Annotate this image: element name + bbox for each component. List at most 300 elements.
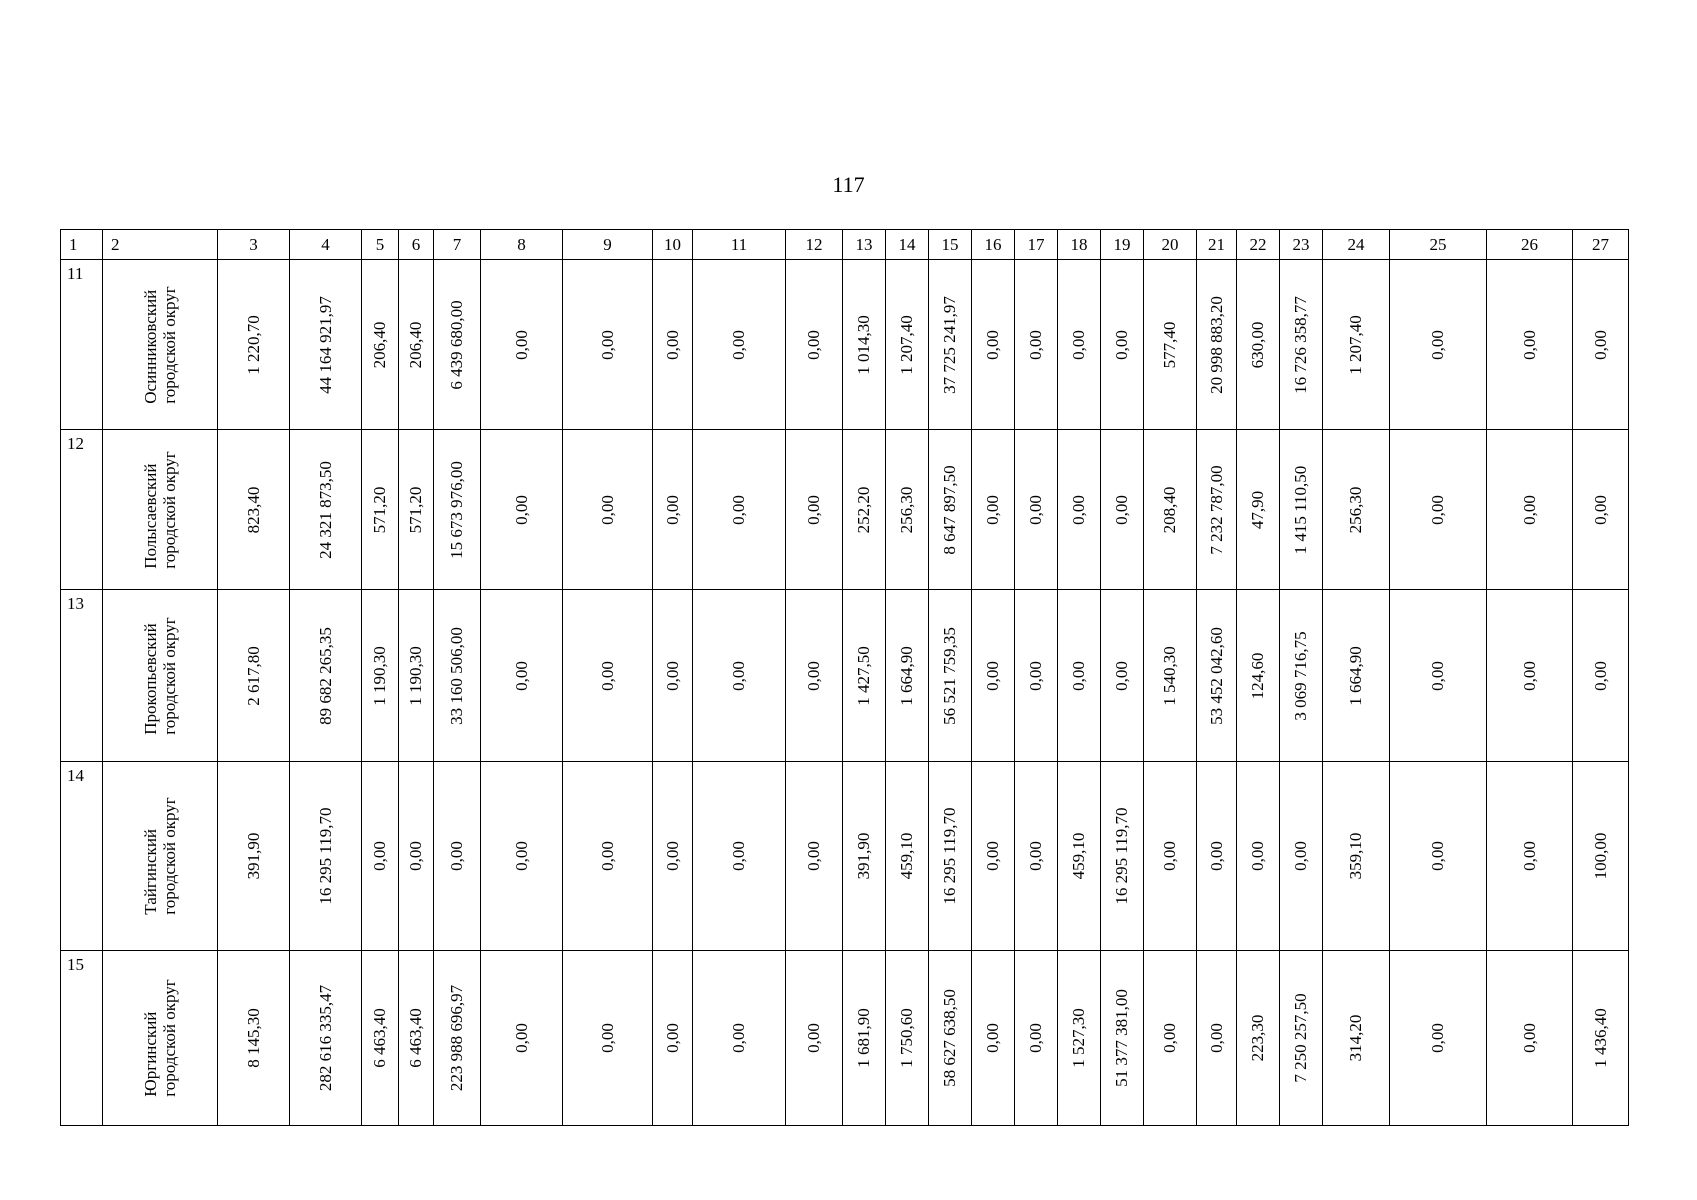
table-cell: [1101, 260, 1144, 430]
table-cell: [290, 951, 362, 1126]
table-cell: [929, 590, 972, 762]
cell-value: 0,00: [1428, 841, 1447, 871]
row-number: 12: [61, 430, 103, 590]
municipality-name: [141, 617, 179, 735]
cell-value: 16 726 358,77: [1291, 295, 1310, 394]
cell-value: 0,00: [1112, 660, 1131, 691]
table-cell: [362, 430, 399, 590]
cell-value: 16 295 119,70: [315, 807, 335, 905]
table-cell: [886, 430, 929, 590]
table-cell: [434, 762, 481, 951]
cell-value: 0,00: [983, 841, 1002, 871]
municipality-cell: [103, 762, 218, 951]
table-cell: [563, 430, 653, 590]
cell-value: 7 232 787,00: [1206, 464, 1226, 555]
municipality-name-line1: Осинниковский: [141, 289, 160, 404]
municipality-name-line1: Юргинский: [141, 1011, 160, 1097]
municipality-name-line2: городской округ: [160, 285, 179, 404]
column-header: 5: [362, 230, 399, 260]
table-cell: [563, 590, 653, 762]
table-cell: [929, 430, 972, 590]
cell-value: 47,90: [1248, 490, 1267, 529]
cell-value: 2 617,80: [243, 645, 263, 706]
table-cell: [290, 430, 362, 590]
column-header: 21: [1197, 230, 1237, 260]
cell-value: 823,40: [243, 486, 263, 533]
table-cell: [972, 590, 1015, 762]
table-cell: [929, 951, 972, 1126]
column-header: 10: [653, 230, 693, 260]
cell-value: 0,00: [511, 841, 531, 871]
cell-value: 577,40: [1160, 321, 1179, 368]
table-cell: [290, 762, 362, 951]
table-cell: [786, 430, 843, 590]
cell-value: 208,40: [1160, 486, 1179, 533]
cell-value: 1 415 110,50: [1291, 465, 1310, 554]
cell-value: 37 725 241,97: [940, 295, 959, 394]
table-cell: [218, 430, 290, 590]
cell-value: 0,00: [662, 1023, 682, 1053]
table-cell: [434, 590, 481, 762]
column-header: 11: [693, 230, 786, 260]
municipality-name-line1: Тайгинский: [141, 828, 160, 915]
cell-value: 571,20: [406, 486, 425, 533]
cell-value: 8 647 897,50: [940, 464, 959, 555]
cell-value: 223 988 696,97: [447, 984, 466, 1092]
table-cell: [1101, 590, 1144, 762]
cell-value: 6 439 680,00: [447, 299, 466, 390]
cell-value: 0,00: [597, 1023, 617, 1053]
row-number: 15: [61, 951, 103, 1126]
table-cell: [972, 260, 1015, 430]
cell-value: 0,00: [1026, 494, 1045, 525]
cell-value: 0,00: [597, 329, 617, 360]
cell-value: 1 427,50: [854, 645, 873, 706]
table-cell: [563, 762, 653, 951]
table-row: [61, 762, 1629, 951]
cell-value: 391,90: [243, 832, 263, 880]
cell-value: 252,20: [854, 486, 873, 533]
table-cell: [399, 590, 434, 762]
cell-value: 6 463,40: [406, 1008, 425, 1068]
table-cell: [972, 951, 1015, 1126]
table-cell: [653, 762, 693, 951]
cell-value: 0,00: [983, 1023, 1002, 1053]
table-cell: [1015, 430, 1058, 590]
column-header: 20: [1144, 230, 1197, 260]
cell-value: 0,00: [983, 494, 1002, 525]
table-cell: [1101, 762, 1144, 951]
cell-value: 0,00: [1519, 841, 1539, 871]
table-cell: [290, 590, 362, 762]
cell-value: 56 521 759,35: [940, 626, 959, 725]
cell-value: 0,00: [729, 494, 748, 525]
table-cell: [434, 951, 481, 1126]
cell-value: 0,00: [1291, 841, 1310, 871]
cell-value: 0,00: [1428, 494, 1447, 525]
cell-value: 0,00: [1206, 1023, 1226, 1053]
table-cell: [1390, 951, 1487, 1126]
cell-value: 0,00: [1069, 494, 1088, 525]
cell-value: 89 682 265,35: [315, 626, 335, 725]
cell-value: 0,00: [983, 660, 1002, 691]
table-cell: [1487, 951, 1573, 1126]
column-header: 25: [1390, 230, 1487, 260]
cell-value: 0,00: [511, 329, 531, 360]
table-cell: [693, 430, 786, 590]
cell-value: 0,00: [1112, 329, 1131, 360]
cell-value: 0,00: [597, 494, 617, 525]
table-cell: [1323, 430, 1390, 590]
table-cell: [843, 951, 886, 1126]
cell-value: 100,00: [1590, 832, 1610, 880]
cell-value: 282 616 335,47: [315, 984, 335, 1092]
cell-value: 0,00: [597, 841, 617, 871]
table-cell: [886, 590, 929, 762]
cell-value: 0,00: [804, 329, 823, 360]
table-cell: [1058, 951, 1101, 1126]
municipality-name-line1: Полысаевский: [141, 463, 160, 569]
table-cell: [1390, 590, 1487, 762]
table-cell: [1280, 762, 1323, 951]
cell-value: 1 664,90: [897, 645, 916, 706]
cell-value: 51 377 381,00: [1112, 989, 1131, 1087]
table-cell: [1144, 762, 1197, 951]
cell-value: 0,00: [729, 329, 748, 360]
table-cell: [1390, 260, 1487, 430]
table-cell: [1015, 590, 1058, 762]
municipality-name: [141, 797, 179, 915]
table-row: [61, 951, 1629, 1126]
cell-value: 1 207,40: [1346, 314, 1365, 375]
header-row: [61, 230, 1629, 260]
table-cell: [362, 590, 399, 762]
cell-value: 0,00: [1590, 494, 1610, 525]
municipality-name: [141, 451, 179, 569]
table-cell: [693, 590, 786, 762]
municipality-name: [141, 286, 179, 404]
cell-value: 0,00: [1519, 660, 1539, 691]
table-cell: [886, 951, 929, 1126]
table-cell: [1237, 951, 1280, 1126]
table-cell: [434, 260, 481, 430]
table-cell: [786, 590, 843, 762]
table-cell: [1323, 951, 1390, 1126]
column-header: 24: [1323, 230, 1390, 260]
cell-value: 20 998 883,20: [1206, 295, 1226, 394]
table-cell: [1197, 951, 1237, 1126]
cell-value: 0,00: [1519, 494, 1539, 525]
table-cell: [1015, 260, 1058, 430]
table-cell: [1058, 260, 1101, 430]
table-cell: [1144, 951, 1197, 1126]
cell-value: 0,00: [1069, 329, 1088, 360]
cell-value: 0,00: [662, 841, 682, 871]
row-number: 13: [61, 590, 103, 762]
table-cell: [481, 590, 563, 762]
cell-value: 0,00: [511, 494, 531, 525]
table-cell: [693, 762, 786, 951]
table-cell: [653, 430, 693, 590]
table-cell: [362, 260, 399, 430]
table-cell: [1280, 590, 1323, 762]
table-cell: [1237, 430, 1280, 590]
cell-value: 256,30: [897, 486, 916, 533]
cell-value: 0,00: [1428, 1023, 1447, 1053]
table-cell: [1237, 260, 1280, 430]
column-header: 13: [843, 230, 886, 260]
cell-value: 0,00: [1590, 329, 1610, 360]
cell-value: 7 250 257,50: [1291, 993, 1310, 1083]
column-header: 6: [399, 230, 434, 260]
table-cell: [1058, 590, 1101, 762]
cell-value: 459,10: [897, 832, 916, 880]
cell-value: 6 463,40: [370, 1008, 389, 1068]
cell-value: 223,30: [1248, 1014, 1267, 1062]
table-cell: [972, 430, 1015, 590]
table-cell: [1015, 762, 1058, 951]
table-cell: [434, 430, 481, 590]
cell-value: 58 627 638,50: [940, 989, 959, 1087]
table-cell: [693, 951, 786, 1126]
table-cell: [693, 260, 786, 430]
table-cell: [1573, 590, 1629, 762]
cell-value: 0,00: [1112, 494, 1131, 525]
municipality-name-line2: городской округ: [160, 797, 179, 915]
cell-value: 0,00: [804, 1023, 823, 1053]
table-cell: [886, 260, 929, 430]
table-cell: [399, 951, 434, 1126]
cell-value: 1 014,30: [854, 314, 873, 375]
table-cell: [1144, 590, 1197, 762]
table-cell: [786, 951, 843, 1126]
cell-value: 571,20: [370, 486, 389, 533]
column-header: 2: [103, 230, 218, 260]
cell-value: 206,40: [370, 321, 389, 368]
table-cell: [563, 951, 653, 1126]
table-cell: [481, 260, 563, 430]
table-cell: [1237, 590, 1280, 762]
cell-value: 0,00: [662, 494, 682, 525]
table-cell: [1280, 951, 1323, 1126]
cell-value: 206,40: [406, 321, 425, 368]
column-header: 18: [1058, 230, 1101, 260]
table-cell: [929, 260, 972, 430]
cell-value: 0,00: [1428, 660, 1447, 691]
cell-value: 0,00: [804, 841, 823, 871]
table-cell: [481, 951, 563, 1126]
table-cell: [290, 260, 362, 430]
row-number: 14: [61, 762, 103, 951]
cell-value: 0,00: [511, 1023, 531, 1053]
table-cell: [786, 260, 843, 430]
column-header: 16: [972, 230, 1015, 260]
column-header: 1: [61, 230, 103, 260]
cell-value: 0,00: [1160, 841, 1179, 871]
cell-value: 24 321 873,50: [315, 460, 335, 559]
cell-value: 0,00: [370, 841, 389, 871]
column-header: 3: [218, 230, 290, 260]
cell-value: 8 145,30: [243, 1008, 263, 1068]
table-cell: [218, 260, 290, 430]
table-cell: [886, 762, 929, 951]
cell-value: 0,00: [1069, 660, 1088, 691]
table-cell: [653, 590, 693, 762]
table-cell: [1390, 430, 1487, 590]
cell-value: 314,20: [1346, 1014, 1365, 1062]
cell-value: 0,00: [804, 660, 823, 691]
cell-value: 16 295 119,70: [1112, 807, 1131, 905]
column-header: 4: [290, 230, 362, 260]
table-cell: [1487, 260, 1573, 430]
table-cell: [1058, 430, 1101, 590]
cell-value: 0,00: [729, 1023, 748, 1053]
cell-value: 33 160 506,00: [447, 626, 466, 725]
table-cell: [481, 762, 563, 951]
cell-value: 1 220,70: [243, 314, 263, 375]
cell-value: 0,00: [1026, 1023, 1045, 1053]
table-cell: [218, 590, 290, 762]
table-cell: [1280, 430, 1323, 590]
municipality-name-line2: городской округ: [160, 450, 179, 569]
table-cell: [362, 762, 399, 951]
table-cell: [1197, 260, 1237, 430]
table-cell: [362, 951, 399, 1126]
cell-value: 16 295 119,70: [940, 807, 959, 905]
table-cell: [1390, 762, 1487, 951]
table-cell: [1101, 951, 1144, 1126]
cell-value: 359,10: [1346, 832, 1365, 880]
municipality-cell: [103, 951, 218, 1126]
table-cell: [218, 762, 290, 951]
table-cell: [843, 430, 886, 590]
table-cell: [1015, 951, 1058, 1126]
cell-value: 0,00: [1428, 329, 1447, 360]
table-cell: [1487, 590, 1573, 762]
table-cell: [1323, 590, 1390, 762]
cell-value: 0,00: [662, 660, 682, 691]
cell-value: 0,00: [729, 841, 748, 871]
table-row: [61, 260, 1629, 430]
cell-value: 1 540,30: [1160, 645, 1179, 706]
column-header: 26: [1487, 230, 1573, 260]
cell-value: 0,00: [1248, 841, 1267, 871]
data-table: [60, 229, 1629, 1126]
municipality-name-line2: городской округ: [160, 979, 179, 1097]
cell-value: 0,00: [729, 660, 748, 691]
cell-value: 0,00: [1206, 841, 1226, 871]
cell-value: 1 664,90: [1346, 645, 1365, 706]
cell-value: 391,90: [854, 832, 873, 880]
column-header: 9: [563, 230, 653, 260]
table-cell: [1323, 762, 1390, 951]
cell-value: 0,00: [511, 660, 531, 691]
table-cell: [481, 430, 563, 590]
cell-value: 0,00: [1590, 660, 1610, 691]
table-cell: [1197, 430, 1237, 590]
cell-value: 3 069 716,75: [1291, 630, 1310, 721]
cell-value: 1 207,40: [897, 314, 916, 375]
table-cell: [1487, 430, 1573, 590]
table-body: [61, 230, 1629, 1126]
page-number: 117: [832, 172, 865, 197]
table-cell: [1573, 430, 1629, 590]
table-cell: [1573, 762, 1629, 951]
table-cell: [1573, 260, 1629, 430]
table-cell: [1144, 430, 1197, 590]
cell-value: 0,00: [1519, 329, 1539, 360]
cell-value: 459,10: [1069, 832, 1088, 880]
table-cell: [1280, 260, 1323, 430]
table-cell: [972, 762, 1015, 951]
municipality-name-line1: Прокопьевский: [141, 622, 160, 735]
table-cell: [399, 762, 434, 951]
cell-value: 1 190,30: [370, 645, 389, 706]
cell-value: 630,00: [1248, 321, 1267, 368]
row-number: 11: [61, 260, 103, 430]
cell-value: 1 750,60: [897, 1008, 916, 1068]
column-header: 17: [1015, 230, 1058, 260]
table-cell: [218, 951, 290, 1126]
cell-value: 0,00: [597, 660, 617, 691]
municipality-name: [141, 979, 179, 1097]
table-row: [61, 430, 1629, 590]
table-cell: [653, 260, 693, 430]
table-cell: [843, 762, 886, 951]
cell-value: 0,00: [1026, 660, 1045, 691]
column-header: 23: [1280, 230, 1323, 260]
column-header: 27: [1573, 230, 1629, 260]
table-cell: [1197, 590, 1237, 762]
municipality-name-line2: городской округ: [160, 616, 179, 735]
table-cell: [399, 260, 434, 430]
table-cell: [1058, 762, 1101, 951]
table-cell: [1197, 762, 1237, 951]
table-cell: [843, 260, 886, 430]
table-cell: [653, 951, 693, 1126]
column-header: 12: [786, 230, 843, 260]
column-header: 19: [1101, 230, 1144, 260]
cell-value: 1 436,40: [1590, 1008, 1610, 1068]
table-cell: [563, 260, 653, 430]
table-cell: [399, 430, 434, 590]
table-cell: [843, 590, 886, 762]
table-cell: [1573, 951, 1629, 1126]
column-header: 8: [481, 230, 563, 260]
cell-value: 0,00: [1026, 841, 1045, 871]
table-cell: [1144, 260, 1197, 430]
municipality-cell: [103, 260, 218, 430]
column-header: 14: [886, 230, 929, 260]
table-cell: [1237, 762, 1280, 951]
cell-value: 256,30: [1346, 486, 1365, 533]
cell-value: 0,00: [406, 841, 425, 871]
column-header: 7: [434, 230, 481, 260]
cell-value: 0,00: [1519, 1023, 1539, 1053]
cell-value: 1 190,30: [406, 645, 425, 706]
cell-value: 44 164 921,97: [315, 295, 335, 394]
table-cell: [786, 762, 843, 951]
table-cell: [929, 762, 972, 951]
cell-value: 1 527,30: [1069, 1008, 1088, 1068]
table-cell: [1323, 260, 1390, 430]
cell-value: 15 673 976,00: [447, 460, 466, 559]
column-header: 15: [929, 230, 972, 260]
cell-value: 1 681,90: [854, 1008, 873, 1068]
cell-value: 0,00: [447, 841, 466, 871]
cell-value: 0,00: [1160, 1023, 1179, 1053]
table-row: [61, 590, 1629, 762]
